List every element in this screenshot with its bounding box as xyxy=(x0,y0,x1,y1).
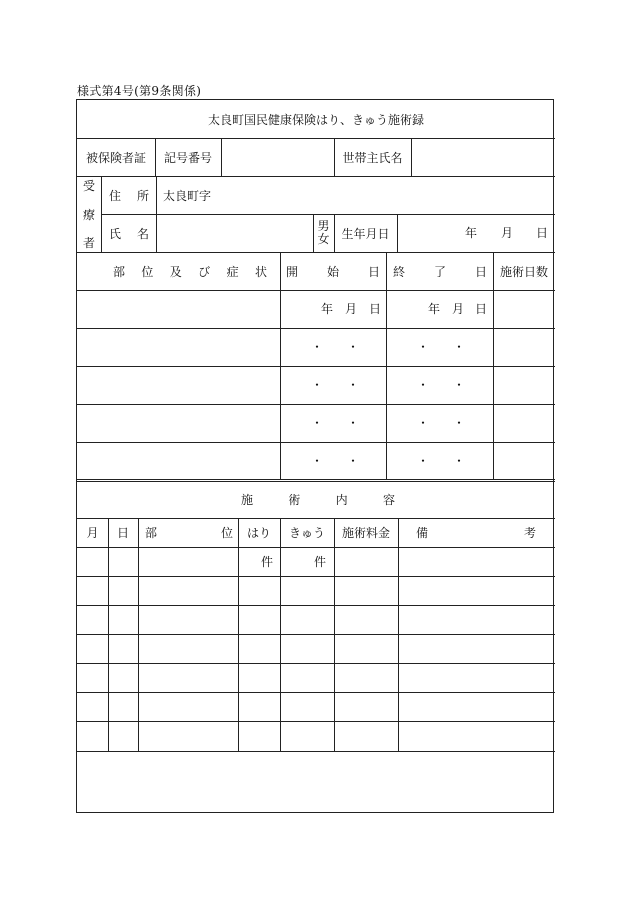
household-head-field[interactable] xyxy=(411,138,555,176)
month-header: 月 xyxy=(86,526,99,540)
symbol-number-field[interactable] xyxy=(221,138,334,176)
date-dot: ・ xyxy=(417,378,430,392)
day-header: 日 xyxy=(116,526,129,540)
kyu-header: きゅう xyxy=(288,526,325,540)
sex-option-female[interactable]: 女 xyxy=(317,232,330,246)
date-dot: ・ xyxy=(311,378,324,392)
start-day-unit: 日 xyxy=(369,302,382,316)
end-day-unit: 日 xyxy=(475,302,488,316)
start-month-unit: 月 xyxy=(345,302,358,316)
household-head-label: 世帯主氏名 xyxy=(342,150,403,165)
date-dot: ・ xyxy=(453,416,466,430)
site-symptom-header: 部 位 及 び 症 状 xyxy=(113,264,267,279)
sex-option-male[interactable]: 男 xyxy=(317,219,330,233)
start-date-header: 開 始 日 xyxy=(286,264,380,279)
patient-label xyxy=(77,180,101,250)
date-dot: ・ xyxy=(347,416,360,430)
start-year-unit: 年 xyxy=(321,302,334,316)
birthdate-label: 生年月日 xyxy=(341,226,390,241)
kyu-count-unit: 件 xyxy=(314,555,327,569)
end-year-unit: 年 xyxy=(428,302,441,316)
date-dot: ・ xyxy=(417,416,430,430)
date-dot: ・ xyxy=(417,454,430,468)
birth-month-unit: 月 xyxy=(501,226,514,240)
remarks-header: 備 考 xyxy=(416,526,536,540)
name-label: 氏 名 xyxy=(109,226,149,241)
end-month-unit: 月 xyxy=(452,302,465,316)
address-label: 住 所 xyxy=(109,188,149,203)
form-caption: 様式第4号(第9条関係) xyxy=(77,84,202,98)
address-field[interactable]: 太良町字 xyxy=(163,188,212,203)
patient-label-char: 療 xyxy=(82,207,95,222)
date-dot: ・ xyxy=(311,340,324,354)
hari-count-unit: 件 xyxy=(261,555,274,569)
symbol-number-label: 記号番号 xyxy=(163,150,212,165)
birth-day-unit: 日 xyxy=(536,226,549,240)
date-dot: ・ xyxy=(417,340,430,354)
patient-label-char: 者 xyxy=(82,236,95,250)
form-title: 太良町国民健康保険はり、きゅう施術録 xyxy=(207,112,424,127)
end-date-header: 終 了 日 xyxy=(393,264,487,279)
birth-year-unit: 年 xyxy=(465,226,478,240)
date-dot: ・ xyxy=(347,340,360,354)
fee-header: 施術料金 xyxy=(341,526,390,540)
treatment-days-header: 施術日数 xyxy=(499,264,548,279)
site-header: 部 位 xyxy=(145,526,233,540)
treatment-record-form xyxy=(76,99,554,813)
treatment-content-header: 施 術 内 容 xyxy=(241,493,395,507)
hari-header: はり xyxy=(246,526,271,540)
date-dot: ・ xyxy=(311,416,324,430)
sex-selector[interactable] xyxy=(313,218,334,248)
date-dot: ・ xyxy=(311,454,324,468)
date-dot: ・ xyxy=(347,454,360,468)
patient-label-char: 受 xyxy=(82,179,95,193)
date-dot: ・ xyxy=(453,378,466,392)
date-dot: ・ xyxy=(347,378,360,392)
date-dot: ・ xyxy=(453,340,466,354)
insured-label: 被保険者証 xyxy=(85,150,146,165)
date-dot: ・ xyxy=(453,454,466,468)
name-field[interactable] xyxy=(156,214,313,252)
